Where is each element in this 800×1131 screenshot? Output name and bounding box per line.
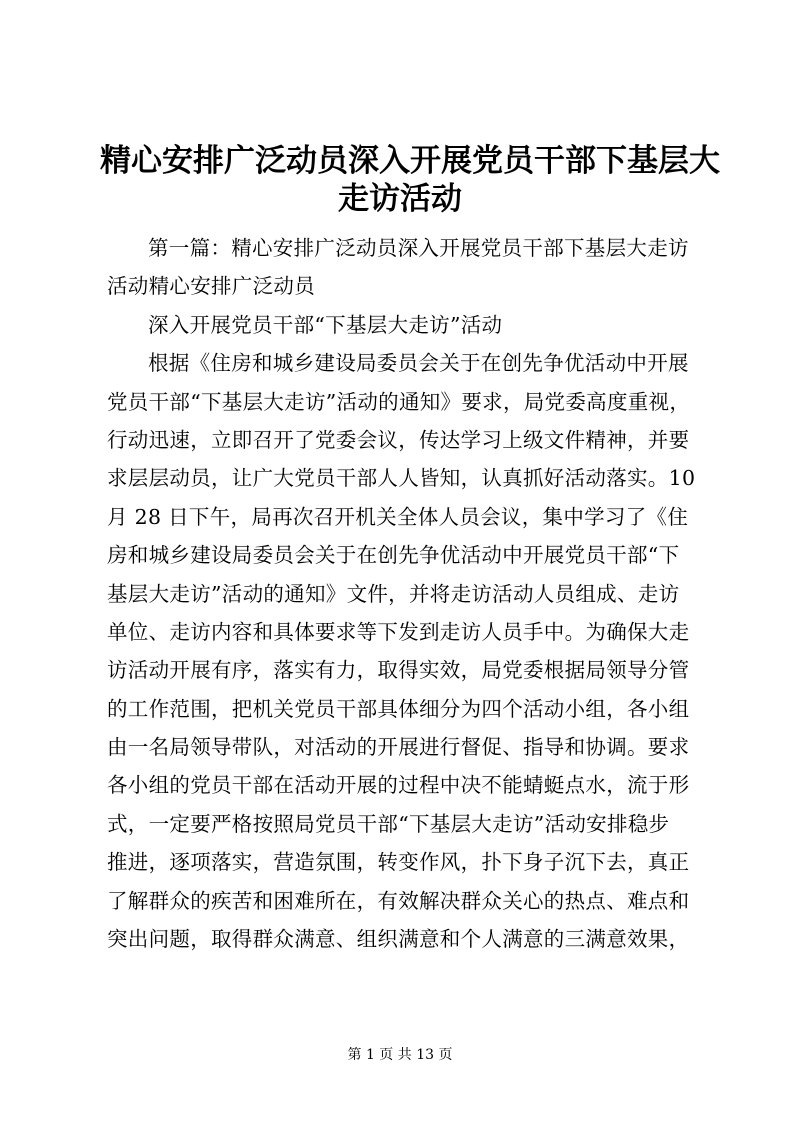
paragraph-line: 求层层动员，让广大党员干部人人皆知，认真抓好活动落实。10 <box>107 466 696 491</box>
page-number: 第 1 页 共 13 页 <box>347 1047 453 1063</box>
paragraph-line: 行动迅速，立即召开了党委会议，传达学习上级文件精神，并要 <box>107 427 690 452</box>
paragraph-line: 根据《住房和城乡建设局委员会关于在创先争优活动中开展 <box>148 351 689 376</box>
paragraph-line: 突出问题，取得群众满意、组织满意和个人满意的三满意效果， <box>107 927 690 952</box>
paragraph-line: 推进，逐项落实，营造氛围，转变作风，扑下身子沉下去，真正 <box>107 850 690 875</box>
paragraph-line: 由一名局领导带队，对活动的开展进行督促、指导和协调。要求 <box>107 735 690 760</box>
paragraph-line: 房和城乡建设局委员会关于在创先争优活动中开展党员干部“下 <box>107 543 680 568</box>
subheading-line: 深入开展党员干部“下基层大走访”活动 <box>148 312 503 337</box>
paragraph-line: 单位、走访内容和具体要求等下发到走访人员手中。为确保大走 <box>107 619 690 644</box>
paragraph-line: 了解群众的疾苦和困难所在，有效解决群众关心的热点、难点和 <box>107 888 690 913</box>
paragraph-line: 月 28 日下午，局再次召开机关全体人员会议，集中学习了《住 <box>107 504 689 529</box>
paragraph-line: 的工作范围，把机关党员干部具体细分为四个活动小组，各小组 <box>107 696 690 721</box>
title-line: 精心安排广泛动员深入开展党员干部下基层大 <box>100 143 720 179</box>
paragraph-line: 党员干部“下基层大走访”活动的通知》要求，局党委高度重视， <box>107 389 691 414</box>
paragraph-line: 基层大走访”活动的通知》文件，并将走访活动人员组成、走访 <box>107 581 680 606</box>
paragraph-line: 式，一定要严格按照局党员干部“下基层大走访”活动安排稳步 <box>107 811 670 836</box>
paragraph-line: 各小组的党员干部在活动开展的过程中决不能蜻蜓点水，流于形 <box>107 773 690 798</box>
section-heading-line: 活动精心安排广泛动员 <box>107 274 315 299</box>
page-footer <box>0 1046 800 1064</box>
document-title <box>100 138 720 218</box>
section-heading-line: 第一篇：精心安排广泛动员深入开展党员干部下基层大走访 <box>148 236 689 260</box>
title-line: 走访活动 <box>338 181 462 218</box>
document-body <box>107 229 697 958</box>
paragraph-line: 访活动开展有序，落实有力，取得实效，局党委根据局领导分管 <box>107 658 690 683</box>
